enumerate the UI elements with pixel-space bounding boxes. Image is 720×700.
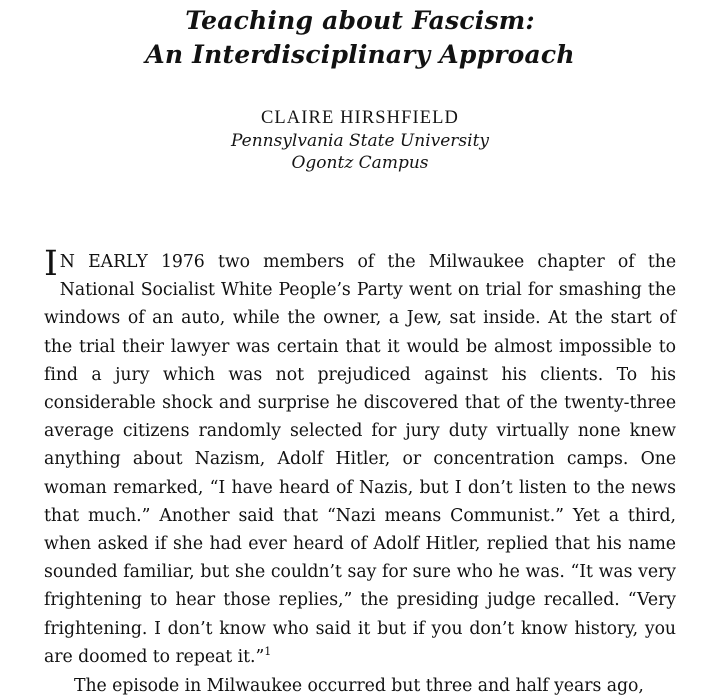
paragraph-2: The episode in Milwaukee occurred but three and half years ago, [74, 676, 644, 697]
article-body [44, 244, 676, 700]
title-block [44, 0, 676, 72]
affiliation-line-1: Pennsylvania State University [230, 131, 490, 151]
article-title-line-2: An Interdisciplinary Approach [145, 40, 575, 69]
footnote-reference-1: 1 [264, 645, 272, 659]
affiliation-line-2: Ogontz Campus [291, 153, 429, 173]
paragraph-1 [44, 244, 676, 671]
paragraph-1-lead: N EARLY 1976 [59, 252, 205, 272]
article-title-line-1: Teaching about Fascism: [185, 6, 535, 35]
paragraph-1-text: two members of the Milwaukee chapter of the National Socialist White People’s Party went on trial for smashing the windows of an auto, while the owner, a Jew, sat inside. At the start of the trial their lawyer was certain that it would be almost impossible to find a jury which was not prejudiced against his clients. To his considerable shock and surprise he discovered that of the twenty-three average citizens randomly selected for jury duty virtually none knew anything about Nazism, Adolf Hitler, or concentration camps. One woman remarked, “I have heard of Nazis, but I don’t listen to the news that much.” Another said that “Nazi means Communist.” Yet a third, when asked if she had ever heard of Adolf Hitler, replied that his name sounded familiar, but she couldn’t say for sure who he was. “It was very frightening to hear those replies,” the presiding judge recalled. “Very frightening. I don’t know who said it but if you don’t know history, you are doomed to repeat it.” [44, 252, 676, 667]
drop-cap: I [44, 244, 58, 284]
author-name: CLAIRE HIRSHFIELD [260, 108, 460, 128]
byline-block [44, 106, 676, 174]
